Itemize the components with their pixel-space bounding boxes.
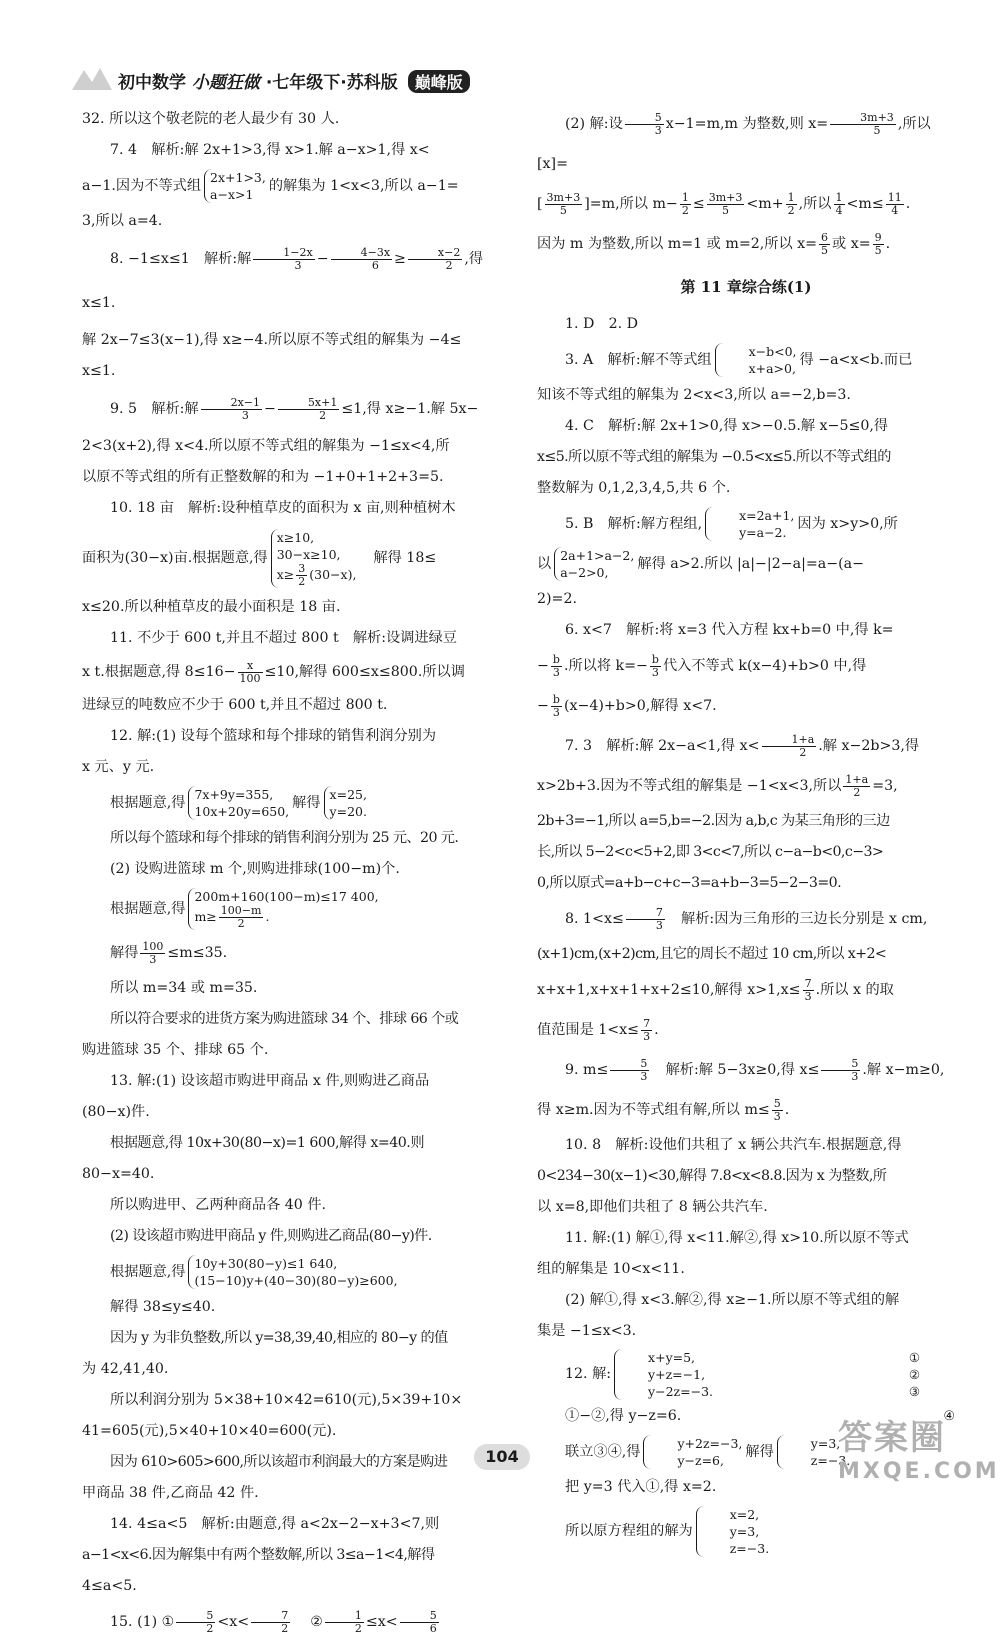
answer-line: (2) 设该超市购进甲商品 y 件,则购进乙商品(80−y)件. (110, 1228, 432, 1244)
answer-line: (x+1)cm,(x+2)cm,且它的周长不超过 10 cm,所以 x+2< (537, 946, 887, 962)
answer-line: 值范围是 1<x≤ $\frac{7}{3}$ . (537, 1016, 659, 1043)
answer-10: 10. 18 亩 解析:设种植草皮的面积为 x 亩,则种植树木 (110, 500, 456, 516)
answer-line: 集是 −1≤x<3. (537, 1323, 637, 1339)
answer-line: x≤1. (82, 363, 116, 379)
section-title: 第 11 章综合练(1) (680, 278, 812, 296)
answer-line: 以 x=8,即他们共租了 8 辆公共汽车. (537, 1199, 768, 1215)
answer-line: x+x+1,x+x+1+x+2≤10,解得 x>1,x≤ $\frac{7}{3}$ .所以 x 的取 (537, 976, 894, 1003)
answer-line: 所以 m=34 或 m=35. (110, 980, 258, 996)
answer-line: ①−②,得 y−z=6. ④ (565, 1408, 955, 1424)
answer-line: − $\frac{b}{3}$ (x−4)+b>0,解得 x<7. (537, 692, 717, 719)
answer-line: 为 42,41,40. (82, 1361, 169, 1377)
answer-line: 所以购进甲、乙两种商品各 40 件. (110, 1197, 327, 1213)
answer-4: 4. C 解析:解 2x+1>0,得 x>−0.5.解 x−5≤0,得 (565, 418, 889, 434)
answer-line: 以原不等式组的所有正整数解的和为 −1+0+1+2+3=5. (82, 469, 444, 485)
answer-10r: 10. 8 解析:设他们共租了 x 辆公共汽车.根据题意,得 (565, 1137, 902, 1153)
answer-line: [ $\frac{3m+3}{5}$ ]=m,所以 m− $\frac{1}{2}$ ≤ $\frac{3m+3}{5}$ <m+ $\frac{1}{2}$ ,所以 $\frac{1}{4}$ <m≤ $\frac{11}{4}$ . (537, 190, 911, 217)
answer-line: 根据题意,得 200m+160(100−m)≤17 400, m≥ $\frac{100-m}{2}$ . (110, 889, 379, 930)
answer-line: a−1.因为不等式组 2x+1>3, a−x>1 的解集为 1<x<3,所以 a−1= (82, 170, 459, 202)
answer-line: 解得 38≤y≤40. (110, 1299, 216, 1315)
edition-badge: 巅峰版 (408, 70, 470, 93)
answer-line: 根据题意,得 7x+9y=355, 10x+20y=650, 解得 x=25, y=20. (110, 787, 367, 819)
answer-line: 以 2a+1>a−2, a−2>0, 解得 a>2.所以 |a|−|2−a|=a−(a− (537, 548, 864, 580)
answer-line: 3,所以 a=4. (82, 213, 163, 229)
answer-line: 根据题意,得 10x+30(80−x)=1 600,解得 x=40.则 (110, 1135, 425, 1151)
answer-line: 2<3(x+2),得 x<4.所以原不等式组的解集为 −1≤x<4,所 (82, 438, 450, 454)
answer-line: 41=605(元),5×40+10×40=600(元). (82, 1423, 337, 1439)
answer-line: 进绿豆的吨数应不少于 600 t,并且不超过 800 t. (82, 697, 388, 713)
answer-line: 所以利润分别为 5×38+10×42=610(元),5×39+10× (110, 1392, 463, 1408)
left-column (82, 104, 500, 1642)
answer-14: 14. 4≤a<5 解析:由题意,得 a<2x−2−x+3<7,则 (110, 1516, 440, 1532)
answer-line: 0,所以原式=a+b−c+c−3=a+b−3=5−2−3=0. (537, 875, 841, 891)
answer-line: 2)=2. (537, 591, 577, 607)
answer-line: x≤5.所以原不等式组的解集为 −0.5<x≤5.所以不等式组的 (537, 449, 891, 465)
answer-15: 15. (1) ① $\frac{5}{2}$ <x< $\frac{7}{2}$ ② $\frac{1}{2}$ ≤x< $\frac{5}{6}$ (110, 1608, 437, 1635)
answer-line: 4≤a<5. (82, 1578, 137, 1594)
answer-line: x≤20.所以种植草皮的最小面积是 18 亩. (82, 599, 341, 615)
answer-line: 整数解为 0,1,2,3,4,5,共 6 个. (537, 480, 731, 496)
answer-13: 13. 解:(1) 设该超市购进甲商品 x 件,则购进乙商品 (110, 1073, 430, 1089)
answer-line: 长,所以 5−2<c<5+2,即 3<c<7,所以 c−a−b<0,c−3> (537, 844, 884, 860)
answer-5: 5. B 解析:解方程组, x=2a+1, y=a−2. 因为 x>y>0,所 (565, 508, 898, 540)
answer-line: 因为 y 为非负整数,所以 y=38,39,40,相应的 80−y 的值 (110, 1330, 448, 1346)
answer-line: 解得 $\frac{100}{3}$ ≤m≤35. (110, 939, 228, 966)
answer-line: 32. 所以这个敬老院的老人最少有 30 人. (82, 111, 340, 127)
answer-line: 因为 m 为整数,所以 m=1 或 m=2,所以 x= $\frac{6}{5}$ 或 x= $\frac{9}{5}$ . (537, 230, 891, 257)
answer-line: 联立③④,得 y+2z=−3, y−z=6, 解得 y=3, z=−3. (565, 1436, 851, 1468)
answer-9r: 9. m≤ $\frac{5}{3}$ 解析:解 5−3x≥0,得 x≤ $\frac{5}{3}$ .解 x−m≥0, (565, 1056, 945, 1083)
answer-line: x>2b+3.因为不等式组的解集是 −1<x<3,所以 $\frac{1+a}{2}$ =3, (537, 772, 898, 799)
answer-line: 购进篮球 35 个、排球 65 个. (82, 1042, 269, 1058)
answer-line: 80−x=40. (82, 1166, 155, 1182)
answer-11r: 11. 解:(1) 解①,得 x<11.解②,得 x>10.所以原不等式 (565, 1230, 909, 1246)
answer-line: 知该不等式组的解集为 2<x<3,所以 a=−2,b=3. (537, 387, 851, 403)
right-column (537, 104, 955, 1559)
answer-6: 6. x<7 解析:将 x=3 代入方程 kx+b=0 中,得 k= (565, 622, 894, 638)
answer-9: 9. 5 解析:解 $\frac{2x-1}{3}$ − $\frac{5x+1}{2}$ ≤1,得 x≥−1.解 5x− (110, 395, 479, 422)
answer-line: 甲商品 38 件,乙商品 42 件. (82, 1485, 259, 1501)
answer-line: − $\frac{b}{3}$ .所以将 k=− $\frac{b}{3}$ 代入不等式 k(x−4)+b>0 中,得 (537, 652, 867, 679)
answer-7: 7. 4 解析:解 2x+1>3,得 x>1.解 a−x>1,得 x< (110, 142, 430, 158)
answer-line: 所以每个篮球和每个排球的销售利润分别为 25 元、20 元. (110, 830, 459, 846)
answer-line: 面积为(30−x)亩.根据题意,得 x≥10, 30−x≥10, x≥ $\frac{3}{2}$ (30−x), 解得 18≤ (82, 529, 437, 588)
answer-line: x 元、y 元. (82, 759, 155, 775)
header-title: 初中数学 小题狂做 ·七年级下·苏科版 巅峰版 (118, 68, 470, 93)
answer-7r: 7. 3 解析:解 2x−a<1,得 x< $\frac{1+a}{2}$ .解 x−2b>3,得 (565, 732, 920, 759)
answer-line: 因为 610>605>600,所以该超市利润最大的方案是购进 (110, 1454, 448, 1470)
answer-line: 0<234−30(x−1)<30,解得 7.8<x<8.8.因为 x 为整数,所 (537, 1168, 887, 1184)
answer-line: a−1<x<6.因为解集中有两个整数解,所以 3≤a−1<4,解得 (82, 1547, 435, 1563)
answer-15-2: (2) 解:设 $\frac{5}{3}$ x−1=m,m 为整数,则 x= $\frac{3m+3}{5}$ ,所以[x]= (537, 110, 931, 172)
answer-line: 所以原方程组的解为 x=2, y=3, z=−3. (565, 1506, 770, 1556)
answer-1-2: 1. D 2. D (565, 316, 639, 332)
answer-line: (2) 设购进篮球 m 个,则购进排球(100−m)个. (110, 861, 400, 877)
answer-line: 解 2x−7≤3(x−1),得 x≥−4.所以原不等式组的解集为 −4≤ (82, 332, 462, 348)
answer-8: 8. −1≤x≤1 解析:解 $\frac{1-2x}{3}$ − $\frac{4-3x}{6}$ ≥ $\frac{x-2}{2}$ ,得 x≤1. (82, 245, 484, 311)
answer-8r: 8. 1<x≤ $\frac{7}{3}$ 解析:因为三角形的三边长分别是 x cm, (565, 905, 928, 932)
answer-line: 组的解集是 10<x<11. (537, 1261, 685, 1277)
answer-line: 2b+3=−1,所以 a=5,b=−2.因为 a,b,c 为某三角形的三边 (537, 813, 890, 829)
page-header (70, 64, 510, 94)
watermark-logo: 答案圈 MXQE.COM (838, 1418, 1000, 1484)
answer-3: 3. A 解析:解不等式组 x−b<0, x+a>0, 得 −a<x<b.而已 (565, 344, 913, 376)
answer-line: 根据题意,得 10y+30(80−y)≤1 640, (15−10)y+(40−30)(80−y)≥600, (110, 1256, 398, 1288)
answer-line: 得 x≥m.因为不等式组有解,所以 m≤ $\frac{5}{3}$ . (537, 1096, 790, 1123)
answer-11: 11. 不少于 600 t,并且不超过 800 t 解析:设调进绿豆 (110, 630, 457, 646)
answer-12: 12. 解:(1) 设每个篮球和每个排球的销售利润分别为 (110, 728, 437, 744)
answer-line: 所以符合要求的进货方案为购进篮球 34 个、排球 66 个或 (110, 1011, 459, 1027)
page-number: 104 (474, 1444, 530, 1470)
answer-line: (2) 解①,得 x<3.解②,得 x≥−1.所以原不等式组的解 (565, 1292, 900, 1308)
answer-12r: 12. 解: x+y=5, ① y+z=−1, ② y−2z=−3. ③ (565, 1349, 921, 1399)
answer-line: (80−x)件. (82, 1104, 150, 1120)
header-decoration-icon (70, 64, 114, 94)
answer-line: x t.根据题意,得 8≤16− $\frac{x}{100}$ ≤10,解得 600≤x≤800.所以调 (82, 658, 465, 685)
answer-line: 把 y=3 代入①,得 x=2. (565, 1479, 717, 1495)
